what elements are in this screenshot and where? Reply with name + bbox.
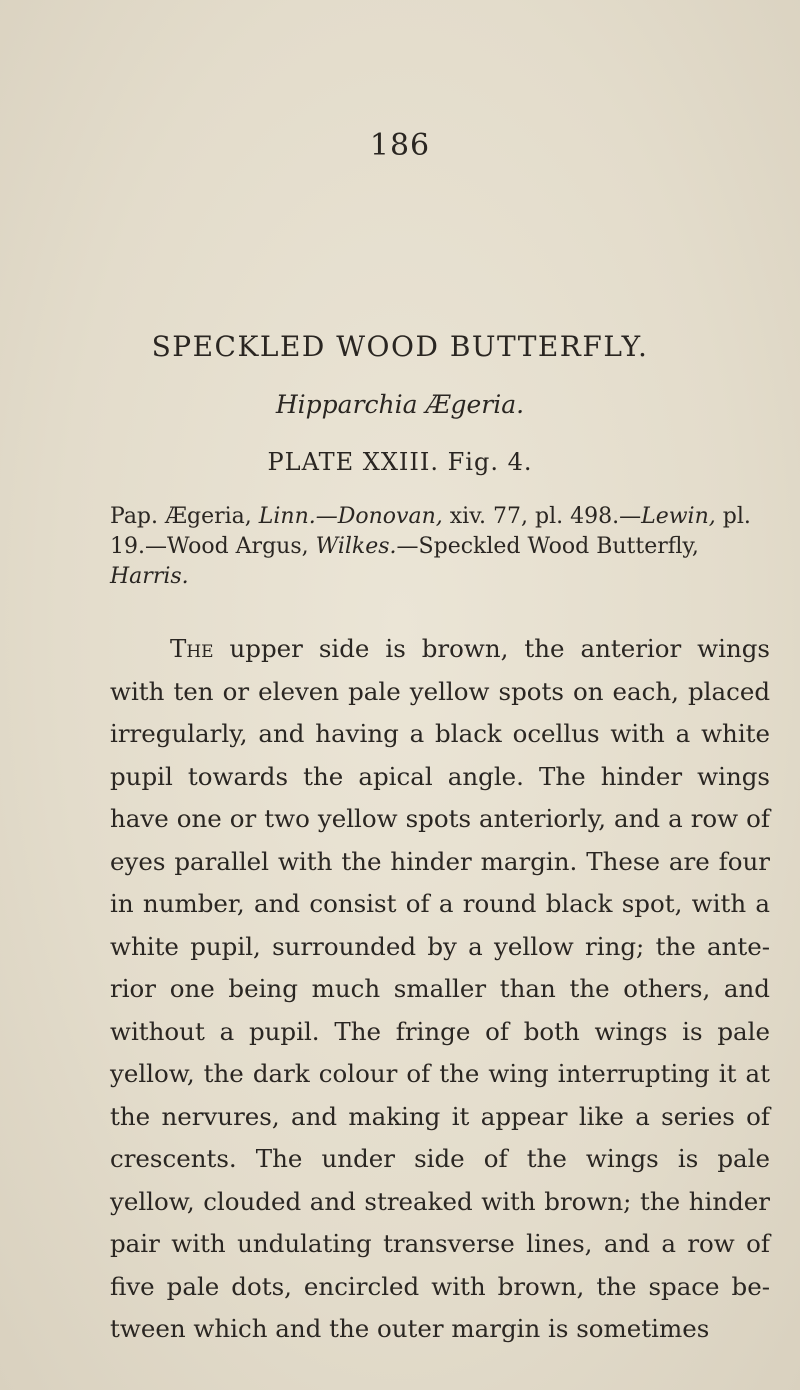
synonymy-text: —Speckled Wood Butterfly, — [396, 534, 699, 559]
synonymy-author: Linn.—Donovan, — [258, 504, 443, 529]
chapter-title: SPECKLED WOOD BUTTERFLY. — [151, 330, 649, 363]
description-paragraph — [110, 628, 770, 1351]
synonymy-author: Wilkes. — [315, 534, 397, 559]
page-number: 186 — [369, 128, 431, 163]
species-name: Hipparchia Ægeria. — [275, 390, 525, 419]
synonymy-text: xiv. 77, pl. 498.— — [442, 504, 642, 529]
paragraph-text: upper side is brown, the anterior wings with ten or eleven pale yellow spots on each, placed irregularly, and having a black ocellus with a white pupil towards the apical angle. The hinder wings have one or two yellow spots anteriorly, and a row of eyes parallel with the hinder margin. These are four in number, and consist of a round black spot, with a white pupil, surrounded by a yellow ring; the anterior one being much smaller than the others, and without a pupil. The fringe of both wings is pale yellow, the dark colour of the wing interrupting it at the nervures, and making it appear like a series of crescents. The under side of the wings is pale yellow, clouded and streaked with brown; the hinder pair with undulating transverse lines, and a row of five pale dots, encircled with brown, the space between which and the outer margin is sometimes — [110, 634, 770, 1343]
paragraph-content — [110, 628, 770, 1351]
paragraph-lead-word: The — [170, 634, 214, 663]
synonymy-author: Lewin, — [641, 504, 716, 529]
plate-reference: PLATE XXIII. Fig. 4. — [267, 448, 533, 476]
synonymy-text: pl. 19.—Wood Argus, — [110, 504, 751, 559]
synonymy-author: Harris. — [110, 564, 189, 589]
synonymy-paragraph — [110, 502, 770, 592]
synonymy-text: Pap. Ægeria, — [110, 504, 259, 529]
